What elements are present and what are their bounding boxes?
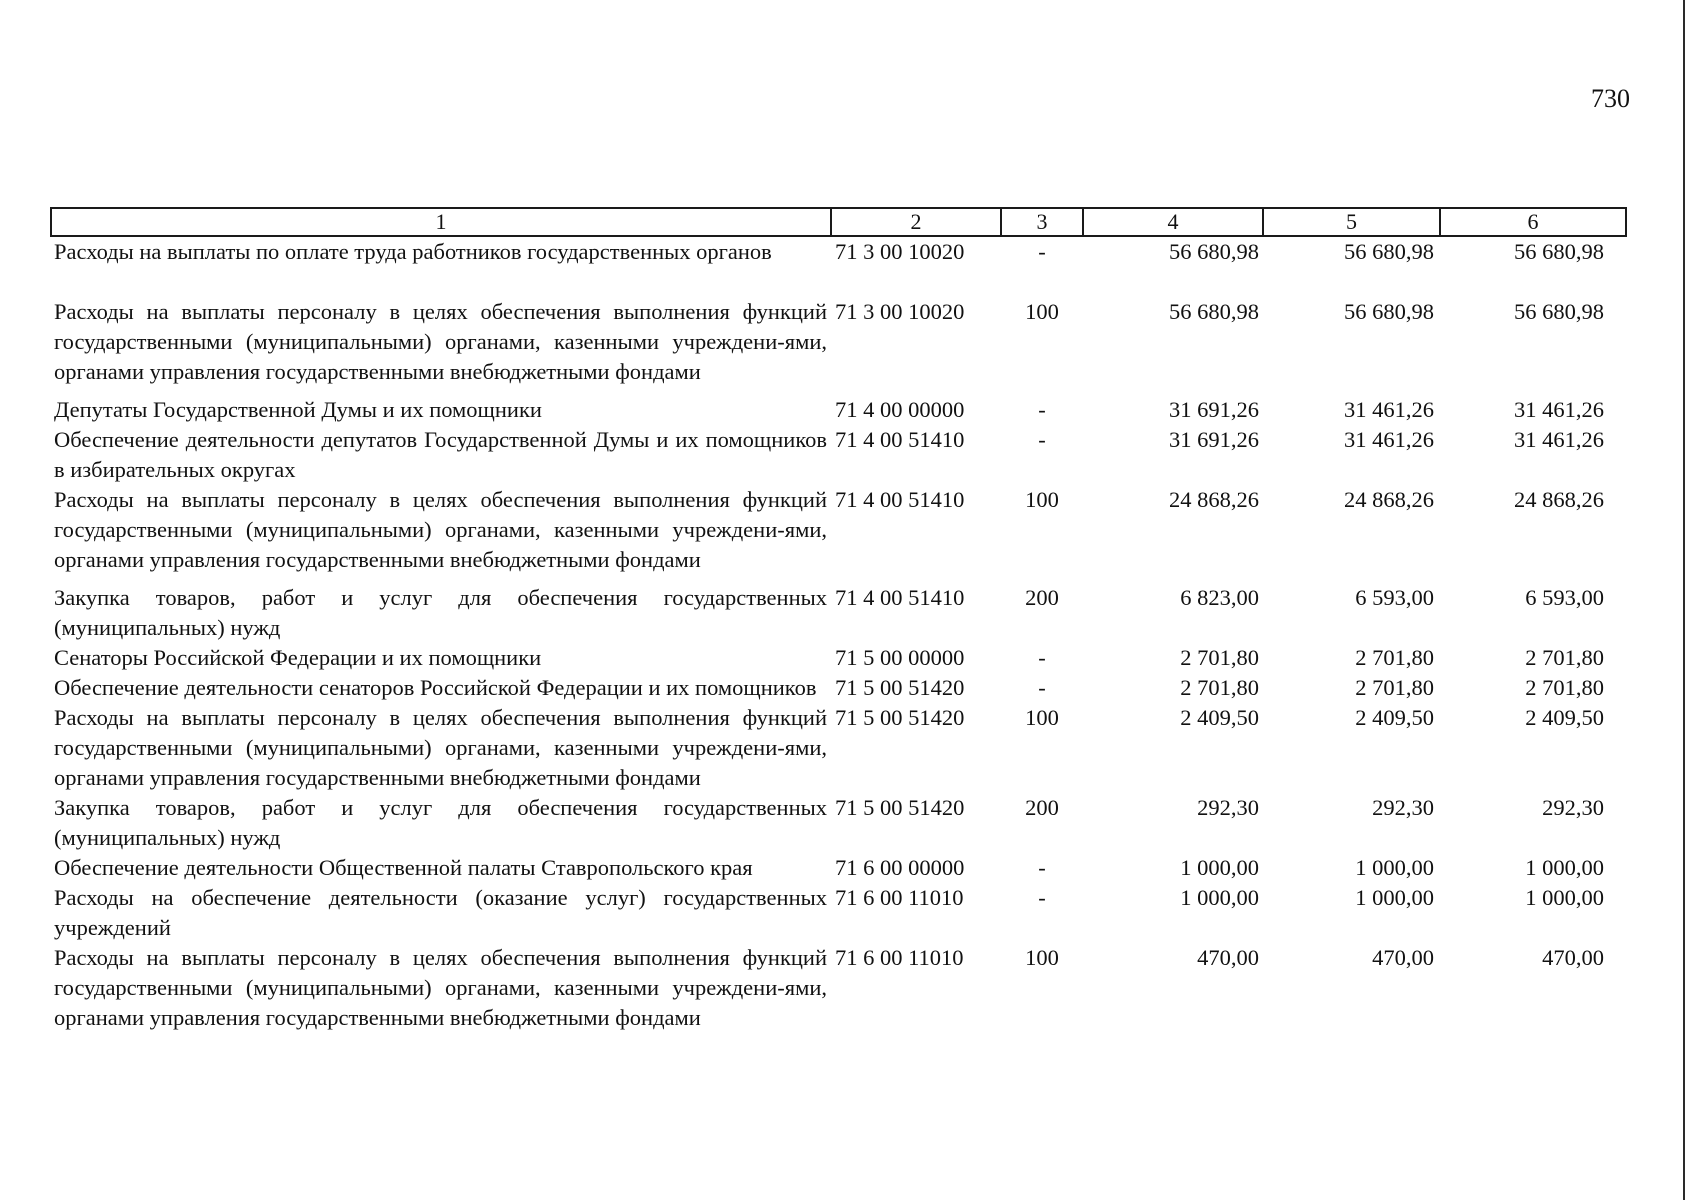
row-value-4: 1 000,00 <box>1180 855 1259 880</box>
row-value-6: 2 409,50 <box>1525 705 1604 730</box>
row-kind: - <box>1038 427 1046 452</box>
row-code: 71 4 00 51410 <box>835 487 965 512</box>
row-name: Расходы на выплаты персоналу в целях обеспечения выполнения функций государственными (муниципальными) органами, казенными учреждени-ями, органами управления государственными внебюджетными фондами <box>54 487 827 572</box>
row-kind: - <box>1038 239 1046 264</box>
row-value-6: 292,30 <box>1542 795 1604 820</box>
page-number: 730 <box>1591 84 1630 113</box>
row-value-5: 1 000,00 <box>1355 885 1434 910</box>
row-name: Обеспечение деятельности сенаторов Российской Федерации и их помощников <box>54 675 817 700</box>
column-header-5: 5 <box>1263 208 1440 236</box>
row-value-4: 31 691,26 <box>1169 397 1259 422</box>
row-value-4: 24 868,26 <box>1169 487 1259 512</box>
row-kind: 100 <box>1025 945 1059 970</box>
row-kind: 200 <box>1025 795 1059 820</box>
row-name: Сенаторы Российской Федерации и их помощники <box>54 645 542 670</box>
row-value-5: 2 701,80 <box>1355 645 1434 670</box>
table-row <box>51 643 1626 673</box>
row-kind: - <box>1038 645 1046 670</box>
row-value-5: 2 409,50 <box>1355 705 1434 730</box>
row-value-4: 31 691,26 <box>1169 427 1259 452</box>
row-value-6: 56 680,98 <box>1514 299 1604 324</box>
row-value-5: 2 701,80 <box>1355 675 1434 700</box>
row-code: 71 4 00 00000 <box>835 397 965 422</box>
table-row <box>51 297 1626 395</box>
table-row <box>51 793 1626 853</box>
table-header-row <box>51 208 1626 236</box>
row-value-4: 1 000,00 <box>1180 885 1259 910</box>
row-code: 71 5 00 51420 <box>835 795 965 820</box>
row-kind: - <box>1038 855 1046 880</box>
row-kind: 200 <box>1025 585 1059 610</box>
row-value-5: 470,00 <box>1372 945 1434 970</box>
row-value-6: 31 461,26 <box>1514 397 1604 422</box>
row-name: Депутаты Государственной Думы и их помощники <box>54 397 542 422</box>
row-name: Расходы на выплаты персоналу в целях обеспечения выполнения функций государственными (муниципальными) органами, казенными учреждени-ями, органами управления государственными внебюджетными фондами <box>54 299 827 384</box>
row-kind: - <box>1038 675 1046 700</box>
table-row <box>51 883 1626 943</box>
row-code: 71 5 00 51420 <box>835 705 965 730</box>
row-code: 71 5 00 00000 <box>835 645 965 670</box>
row-kind: - <box>1038 397 1046 422</box>
column-header-6: 6 <box>1440 208 1626 236</box>
row-code: 71 6 00 11010 <box>835 885 964 910</box>
row-code: 71 4 00 51410 <box>835 585 965 610</box>
row-value-5: 31 461,26 <box>1344 397 1434 422</box>
row-name: Обеспечение деятельности Общественной палаты Ставропольского края <box>54 855 753 880</box>
row-value-6: 6 593,00 <box>1525 585 1604 610</box>
row-code: 71 6 00 11010 <box>835 945 964 970</box>
table-row <box>51 583 1626 643</box>
row-name: Закупка товаров, работ и услуг для обеспечения государственных (муниципальных) нужд <box>54 585 827 640</box>
row-code: 71 6 00 00000 <box>835 855 965 880</box>
row-value-4: 2 409,50 <box>1180 705 1259 730</box>
row-value-6: 470,00 <box>1542 945 1604 970</box>
row-name: Закупка товаров, работ и услуг для обеспечения государственных (муниципальных) нужд <box>54 795 827 850</box>
row-value-4: 2 701,80 <box>1180 645 1259 670</box>
row-value-5: 56 680,98 <box>1344 239 1434 264</box>
table-row <box>51 395 1626 425</box>
row-value-6: 2 701,80 <box>1525 675 1604 700</box>
row-value-5: 56 680,98 <box>1344 299 1434 324</box>
row-name: Расходы на выплаты персоналу в целях обеспечения выполнения функций государственными (муниципальными) органами, казенными учреждени-ями, органами управления государственными внебюджетными фондами <box>54 705 827 790</box>
table-row <box>51 943 1626 1033</box>
table-row <box>51 236 1626 297</box>
row-value-4: 56 680,98 <box>1169 239 1259 264</box>
row-value-5: 292,30 <box>1372 795 1434 820</box>
budget-table <box>50 207 1627 1033</box>
table-row <box>51 485 1626 583</box>
row-value-6: 1 000,00 <box>1525 855 1604 880</box>
row-name: Обеспечение деятельности депутатов Государственной Думы и их помощников в избирательных округах <box>54 427 827 482</box>
row-value-4: 2 701,80 <box>1180 675 1259 700</box>
row-kind: - <box>1038 885 1046 910</box>
row-name: Расходы на выплаты по оплате труда работников государственных органов <box>54 239 772 264</box>
table-row <box>51 703 1626 793</box>
row-value-6: 1 000,00 <box>1525 885 1604 910</box>
row-value-6: 2 701,80 <box>1525 645 1604 670</box>
table-row <box>51 853 1626 883</box>
row-value-6: 31 461,26 <box>1514 427 1604 452</box>
row-value-6: 24 868,26 <box>1514 487 1604 512</box>
row-value-5: 31 461,26 <box>1344 427 1434 452</box>
column-header-1: 1 <box>51 208 831 236</box>
row-value-5: 1 000,00 <box>1355 855 1434 880</box>
row-value-4: 56 680,98 <box>1169 299 1259 324</box>
row-value-5: 24 868,26 <box>1344 487 1434 512</box>
row-code: 71 4 00 51410 <box>835 427 965 452</box>
row-name: Расходы на выплаты персоналу в целях обеспечения выполнения функций государственными (муниципальными) органами, казенными учреждени-ями, органами управления государственными внебюджетными фондами <box>54 945 827 1030</box>
row-code: 71 5 00 51420 <box>835 675 965 700</box>
row-value-5: 6 593,00 <box>1355 585 1434 610</box>
column-header-3: 3 <box>1001 208 1083 236</box>
row-name: Расходы на обеспечение деятельности (оказание услуг) государственных учреждений <box>54 885 827 940</box>
row-code: 71 3 00 10020 <box>835 239 965 264</box>
row-value-4: 292,30 <box>1197 795 1259 820</box>
column-header-2: 2 <box>831 208 1001 236</box>
row-kind: 100 <box>1025 487 1059 512</box>
row-kind: 100 <box>1025 299 1059 324</box>
row-value-6: 56 680,98 <box>1514 239 1604 264</box>
row-value-4: 470,00 <box>1197 945 1259 970</box>
page-edge-line <box>1683 0 1685 1200</box>
row-kind: 100 <box>1025 705 1059 730</box>
table-row <box>51 673 1626 703</box>
row-code: 71 3 00 10020 <box>835 299 965 324</box>
row-value-4: 6 823,00 <box>1180 585 1259 610</box>
table-row <box>51 425 1626 485</box>
column-header-4: 4 <box>1083 208 1263 236</box>
